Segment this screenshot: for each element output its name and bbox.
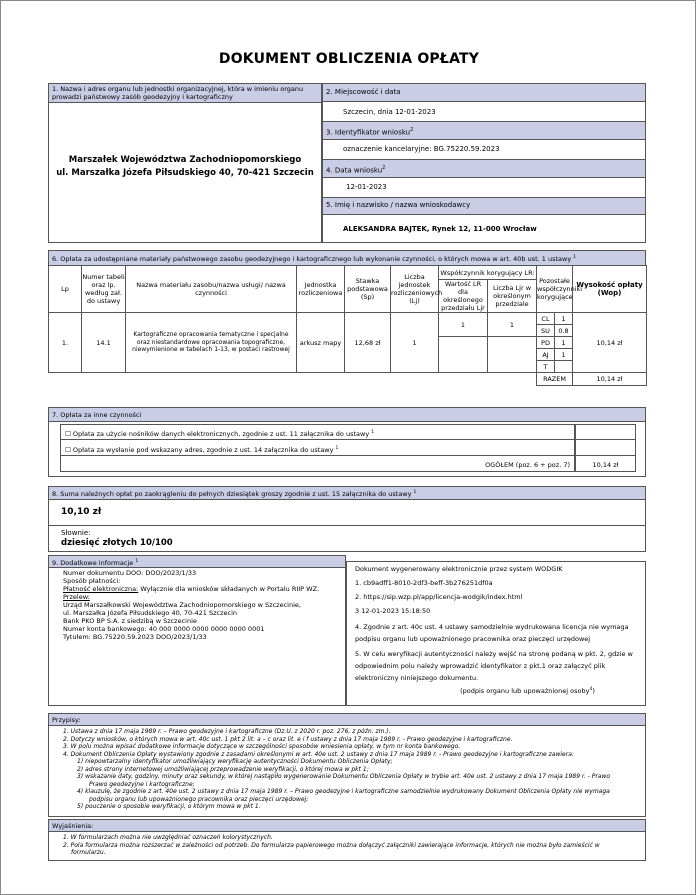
section-3-label: 3. Identyfikator wniosku$^2$ <box>326 127 414 137</box>
section-1-body <box>48 102 322 243</box>
section-5-label-band <box>322 197 646 215</box>
section-8-sum <box>48 499 646 526</box>
row-lr-value: 1 <box>439 313 488 337</box>
section-8-words <box>48 525 646 552</box>
row-count: 1 <box>391 313 439 373</box>
explanations-body <box>48 831 646 861</box>
header-rate: Stawka podstawowa (Sp) <box>345 266 391 313</box>
verification-url[interactable]: 2. https://sip.wzp.pl/app/licencja-wodgik/index.html <box>355 593 523 601</box>
section-8-label: 8. Suma należnych opłat po zaokrągleniu do pełnych dziesiątek groszy zgodnie z ust. 15 załącznika do ustawy $^1$ <box>52 490 417 499</box>
words-label: Słownie: <box>61 529 91 537</box>
header-fee: Wysokość opłaty (Wop) <box>573 266 647 313</box>
other-fee-shipping <box>60 439 575 456</box>
application-identifier: oznaczenie kancelaryjne: BG.75220.59.2023 <box>343 145 500 153</box>
explanation-line: 2. Pola formularza można rozszerzać w zależności od potrzeb. Do formularza papierowego można dołączyć załączniki zawierające informacje, których nie można było zamieścić w <box>63 841 600 849</box>
checkbox-media[interactable]: ☐ <box>65 430 71 439</box>
doc-number: Numer dokumentu DOO: DOO/2023/1/33 <box>63 569 197 577</box>
other-fee-media <box>60 424 575 440</box>
amount-in-words: dziesięć złotych 10/100 <box>61 538 173 548</box>
coef-value-aj: 1 <box>555 349 573 361</box>
footnotes-body <box>48 725 646 817</box>
coef-code-cl: CL <box>537 313 555 325</box>
section-1-label: 1. Nazwa i adres organu lub jednostki organizacyjnej, która w imieniu organu prowadzi państwowy zasób geodezyjny i kartograficzny <box>52 85 304 101</box>
payment-info <box>63 569 343 641</box>
electronic-payment: Płatność elektroniczna: Wyłącznie dla wniosków składanych w Portalu RIIP WZ. <box>63 585 320 593</box>
overall-value: 10,14 zł <box>575 455 636 472</box>
row-rate: 12,68 zł <box>345 313 391 373</box>
other-fee-shipping-value[interactable] <box>575 439 636 456</box>
document-identifier: 1. cb9adff1-8010-2df3-beff-3b276251df0a <box>355 579 493 587</box>
footnote-line: 4) klauzulę, że zgodnie z art. 40e ust. 2 ustawy z dnia 17 maja 1989 r. – Prawo geodezyjne i kartograficzne samodzielnie wydrukowany Dokument Obliczenia Opłaty nie wymaga <box>77 788 610 795</box>
section-4-body <box>322 177 646 198</box>
section-9-left <box>48 567 346 706</box>
header-unit: Jednostka rozliczeniowa <box>297 266 345 313</box>
checkbox-shipping[interactable]: ☐ <box>65 446 71 455</box>
coef-code-t: T <box>537 361 555 373</box>
header-lr-group: Współczynnik korygujący LR: <box>439 266 537 280</box>
section-1-label-band <box>48 83 322 103</box>
other-fee-shipping-label: ☐ Opłata za wysłanie pod wskazany adres, zgodnie z ust. 14 załącznika do ustawy $^1$ <box>65 446 339 455</box>
transfer-title: Tytułem: BG.75220.59.2023 DOO/2023/1/33 <box>63 633 207 641</box>
section-9-label: 9. Dodatkowe informacje $^1$ <box>52 559 139 568</box>
section-5-body <box>322 214 646 243</box>
section-6-label-band <box>48 250 646 266</box>
row-material: Kartograficzne opracowania tematyczne i specjalne oraz niestandardowe opracowania topograficzne, niewymienione w tabelach 1-13, w postaci rastrowej <box>126 313 297 373</box>
footnote-line: 3) wskazanie daty, godziny, minuty oraz sekundy, w której nastąpiło wygenerowanie Dokumentu Obliczenia Opłaty w trybie art. 40e ust. 2 ustawy z dnia 17 maja 1989 r. - Prawo <box>77 773 611 780</box>
footnote-line: 2) adres strony internetowej umożliwiającej przeprowadzenie weryfikacji, o której mowa w pkt 1; <box>77 765 369 773</box>
explanation-line: 1. W formularzach można nie uwzględniać oznaczeń kolorystycznych. <box>63 834 273 841</box>
section-7-body <box>48 421 646 477</box>
section-5-label: 5. Imię i nazwisko / nazwa wnioskodawcy <box>326 201 471 209</box>
footnotes-label: Przypisy: <box>52 716 81 724</box>
place-date: Szczecin, dnia 12-01-2023 <box>343 108 436 116</box>
header-table-no: Numer tabeli oraz lp. według zał. do ustawy <box>82 266 126 313</box>
page-title: DOKUMENT OBLICZENIA OPŁATY <box>218 51 480 67</box>
generation-timestamp: 3 12-01-2023 15:18:50 <box>355 607 431 615</box>
section-6-label: 6. Opłata za udostępniane materiały państwowego zasobu geodezyjnego i kartograficznego lub wykonanie czynności, o których mowa w art. 40b ust. 1 ustawy $^1$ <box>52 255 577 264</box>
section-9-right <box>346 561 646 706</box>
explanations-list <box>63 834 643 857</box>
total-value: 10,14 zł <box>573 373 647 386</box>
footnote-line: 1. Ustawa z dnia 17 maja 1989 r. – Prawo geodezyjne i kartograficzne (Dz.U. z 2020 r. poz. 276, z późn. zm.). <box>63 728 391 735</box>
generated-header: Dokument wygenerowany elektronicznie przez system WODGIK <box>355 565 563 573</box>
lr-value-empty <box>439 337 488 373</box>
org-address: ul. Marszałka Józefa Piłsudskiego 40, 70-421 Szczecin <box>56 168 314 178</box>
explanation-line: formularzu. <box>71 849 106 856</box>
coef-code-pd: PD <box>537 337 555 349</box>
section-4-label-band <box>322 159 646 178</box>
applicant-name: ALEKSANDRA BAJTEK, Rynek 12, 11-000 Wrocław <box>343 225 537 233</box>
lr-count-empty <box>488 337 537 373</box>
section-2-label: 2. Miejscowość i data <box>326 88 401 96</box>
office-address: ul. Marszałka Józefa Piłsudskiego 40, 70-421 Szczecin <box>63 609 237 617</box>
row-lr-count: 1 <box>488 313 537 337</box>
section-4-label: 4. Data wniosku$^2$ <box>326 165 386 175</box>
bank-account: Numer konta bankowego: 40 000 0000 0000 0000 0000 0001 <box>63 625 265 633</box>
row-table-no: 14.1 <box>82 313 126 373</box>
total-label: RAZEM <box>537 373 573 386</box>
section-3-body <box>322 139 646 160</box>
row-fee: 10,14 zł <box>573 313 647 373</box>
footnote-line: 4. Dokument Obliczenia Opłaty wystawiony zgodnie z zasadami określonymi w art. 40e ust. 2 ustawy z dnia 17 maja 1989 r. - Prawo geodezyjne i kartograficzne zawiera: <box>63 750 574 758</box>
bank-name: Bank PKO BP S.A. z siedzibą w Szczecinie <box>63 617 197 625</box>
coef-value-cl: 1 <box>555 313 573 325</box>
header-count: Liczba jednostek rozliczeniowych (Lj) <box>391 266 439 313</box>
total-spacer <box>49 373 537 386</box>
row-lp: 1. <box>49 313 82 373</box>
org-name: Marszałek Województwa Zachodniopomorskiego <box>68 155 302 165</box>
payment-method-label: Sposób płatności: <box>63 577 121 585</box>
footnote-line: 2. Dotyczy wniosków, o których mowa w art. 40c ust. 1 pkt 2 lit. a – c oraz lit. e i f ustawy z dnia 17 maja 1989 r. - Prawo geodezyjne i kartograficzne. <box>63 735 513 743</box>
coef-code-aj: AJ <box>537 349 555 361</box>
section-7-label: 7. Opłata za inne czynności <box>52 411 142 419</box>
coef-value-su: 0.8 <box>555 325 573 337</box>
overall-label: OGÓŁEM (poz. 6 + poz. 7) <box>485 461 570 469</box>
row-unit: arkusz mapy <box>297 313 345 373</box>
header-other-coefficients: Pozostałe współczynniki korygujące <box>537 266 573 313</box>
office-name: Urząd Marszałkowski Województwa Zachodniopomorskiego w Szczecinie, <box>63 601 301 609</box>
header-lp: Lp <box>49 266 82 313</box>
overall-row <box>60 455 575 472</box>
other-fee-media-value[interactable] <box>575 424 636 440</box>
application-date: 12-01-2023 <box>346 183 387 191</box>
coef-value-t <box>555 361 573 373</box>
section-3-label-band <box>322 121 646 140</box>
rounded-sum: 10,10 zł <box>61 507 102 517</box>
footnote-line: 3. W polu można wpisać dodatkowe informacje dotyczące w szczególności sposobów wniesienia opłaty, w tym nr konta bankowego. <box>63 743 461 750</box>
generated-info <box>355 565 640 695</box>
other-fee-media-label: ☐ Opłata za użycie nośników danych elektronicznych, zgodnie z ust. 11 załącznika do ustawy $^1$ <box>65 430 375 439</box>
section-2-label-band <box>322 83 646 102</box>
transfer-label: Przelew: <box>63 593 90 601</box>
footnote-line: podpisu organu lub upoważnionego pracownika oraz pieczęci urzędowej; <box>89 795 309 803</box>
fee-table <box>48 265 647 386</box>
header-material: Nazwa materiału zasobu/nazwa usługi/ nazwa czynności <box>126 266 297 313</box>
header-lr-count: Liczba Ljr w określonym przedziale <box>488 280 537 313</box>
section-2-body <box>322 101 646 122</box>
footnotes-list <box>63 728 643 811</box>
section-7-label-band <box>48 407 646 422</box>
coef-code-su: SU <box>537 325 555 337</box>
footnote-line: Prawo geodezyjne i kartograficzne; <box>89 780 195 788</box>
verification-instructions: 5. W celu weryfikacji autentyczności należy wejść na stronę podaną w pkt. 2, gdzie w odpowiednim polu należy wprowadzić identyfikator z pkt.1 oraz załączyć plik elektroniczny niniejszego dokumentu. <box>355 650 633 682</box>
signature-caption: (podpis organu lub upoważnionej osoby$^4$) <box>460 687 595 696</box>
footnote-line: 1) niepowtarzalny identyfikator umożliwiający weryfikację autentyczności Dokumentu Obliczenia Opłaty; <box>77 758 393 765</box>
footnote-line: 5) pouczenie o sposobie weryfikacji, o którym mowa w pkt 1. <box>77 803 261 810</box>
header-lr-value: Wartość LR dla określonego przedziału Ljr <box>439 280 488 313</box>
explanations-label: Wyjaśnienia: <box>52 822 94 830</box>
section-8-label-band <box>48 486 646 500</box>
coef-value-pd: 1 <box>555 337 573 349</box>
signature-clause: 4. Zgodnie z art. 40c ust. 4 ustawy samodzielnie wydrukowana licencja nie wymaga podpisu organu lub upoważnionego pracownika oraz pieczęci urzędowej <box>355 623 629 643</box>
